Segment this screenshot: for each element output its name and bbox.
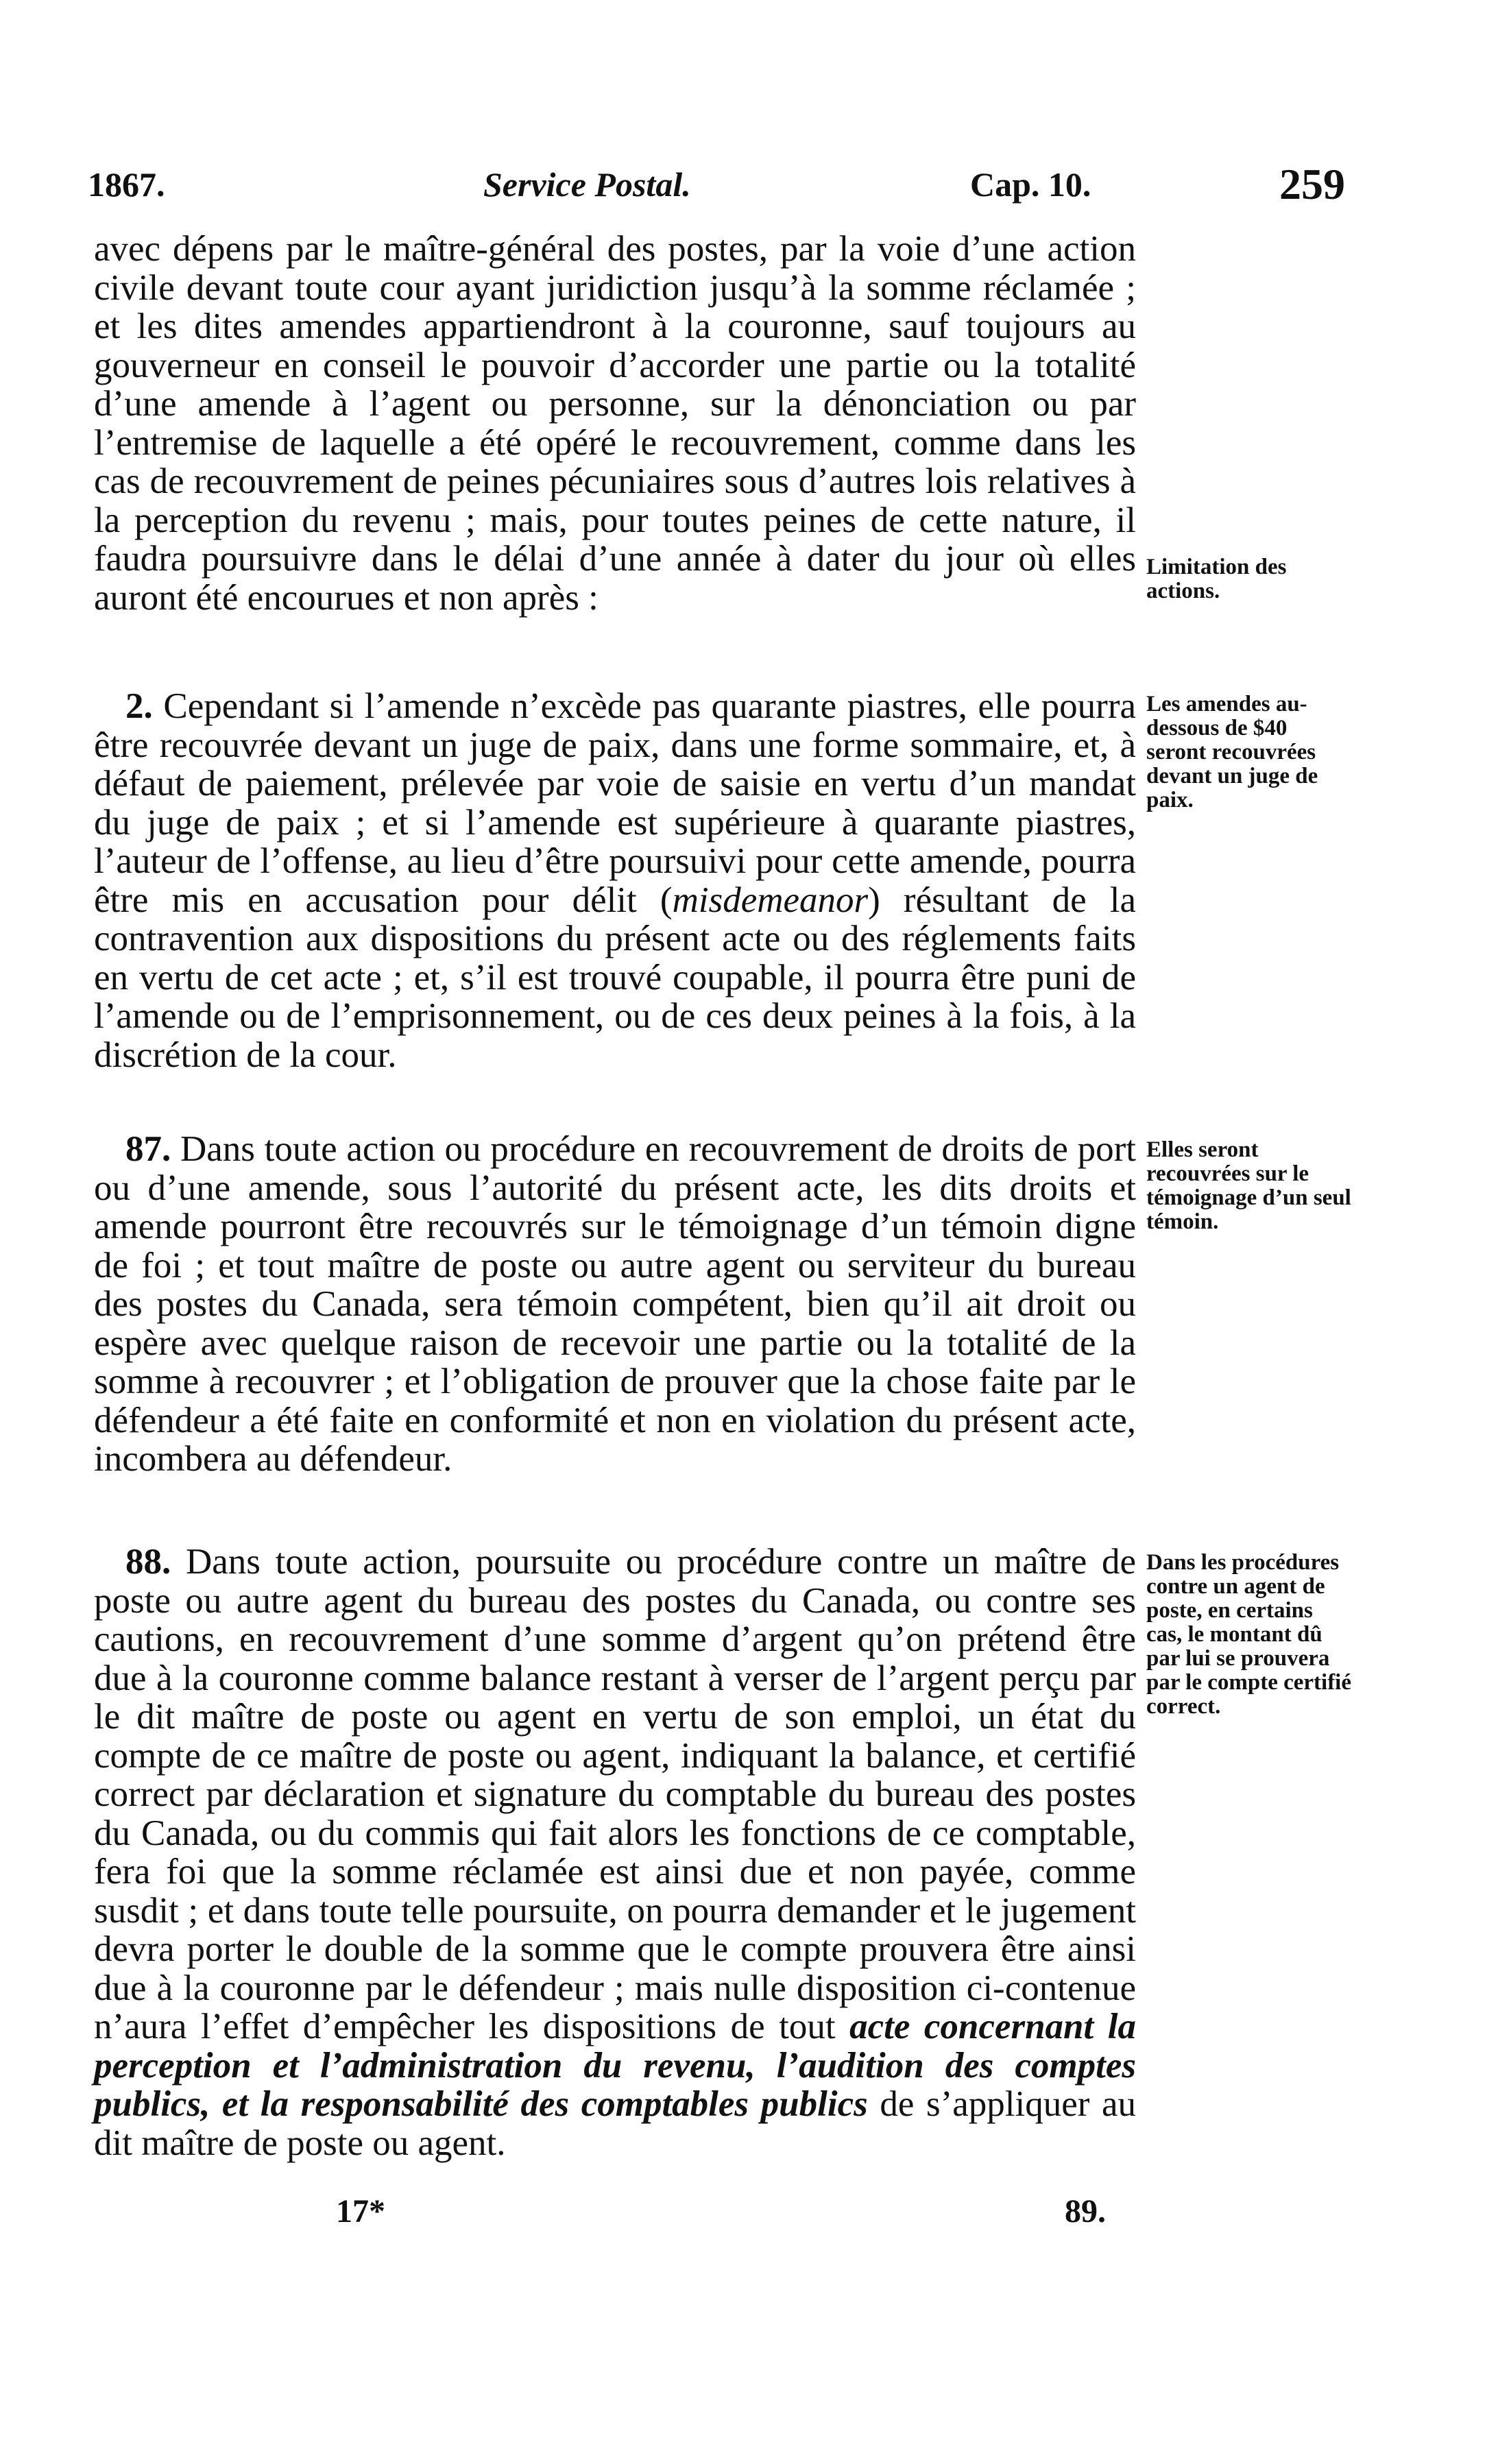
- section-88-italic: acte concernant la perception et l’administration du revenu, l’audition des comptes publics, et la responsabilité des comptables publics: [94, 2007, 1136, 2124]
- margin-note-procedures: Dans les procédures contre un agent de poste, en certains cas, le montant dû par lui se prouvera par le compte certifié correct.: [1146, 1550, 1351, 1719]
- section-88-number: 88.: [125, 1542, 171, 1582]
- header-year: 1867.: [88, 165, 165, 204]
- section-87-number: 87.: [125, 1129, 171, 1169]
- margin-note-temoin: Elles seront recouvrées sur le témoignage d’un seul témoin.: [1146, 1137, 1351, 1234]
- paragraph-2-text-b: ) résultant de la contravention aux dispositions du présent acte ou des réglements faits en vertu de cet acte ; et, s’il est trouvé coupable, il pourra être puni de l’amende ou de l’emprisonnement, ou de ces deux peines à la fois, à la discrétion de la cour.: [94, 880, 1136, 1075]
- section-87: [94, 1130, 1136, 1479]
- paragraph-1-text: avec dépens par le maître-général des postes, par la voie d’une action civile devant toute cour ayant juridiction jusqu’à la somme réclamée ; et les dites amendes appartiendront à la couronne, sauf toujours au gouverneur en conseil le pouvoir d’accorder une partie ou la totalité d’une amende à l’agent ou personne, sur la dénonciation ou par l’entremise de laquelle a été opéré le recouvrement, comme dans les cas de recouvrement de peines pécuniaires sous d’autres lois relatives à la perception du revenu ; mais, pour toutes peines de cette nature, il faudra poursuivre dans le délai d’une année à dater du jour où elles auront été encourues et non après :: [94, 229, 1136, 618]
- next-section-catchword: 89.: [1065, 2193, 1106, 2230]
- header-chapter: Cap. 10.: [970, 165, 1091, 204]
- signature-mark: 17*: [336, 2193, 385, 2230]
- paragraph-continuation: [94, 230, 1136, 617]
- paragraph-subsection-2: [94, 687, 1136, 1074]
- section-87-text: Dans toute action ou procédure en recouvrement de droits de port ou d’une amende, sous l’autorité du présent acte, les dits droits et amende pourront être recouvrés sur le témoignage d’un témoin digne de foi ; et tout maître de poste ou autre agent ou serviteur du bureau des postes du Canada, sera témoin compétent, bien qu’il ait droit ou espère avec quelque raison de recevoir une partie ou la totalité de la somme à recouvrer ; et l’obligation de prouver que la chose faite par le défendeur a été faite en conformité et non en violation du présent acte, incombera au défendeur.: [94, 1129, 1136, 1479]
- section-88: [94, 1543, 1136, 2162]
- header-title: Service Postal.: [483, 165, 691, 204]
- subsection-number: 2.: [125, 686, 153, 726]
- section-88-text-b: de s’appliquer au dit maître de poste ou agent.: [94, 2084, 1136, 2163]
- paragraph-2-italic: misdemeanor: [672, 880, 869, 920]
- page-number: 259: [1279, 160, 1345, 208]
- margin-note-amendes: Les amendes au-dessous de $40 seront recouvrées devant un juge de paix.: [1146, 692, 1318, 812]
- section-88-text-a: Dans toute action, poursuite ou procédure contre un maître de poste ou autre agent du bureau des postes du Canada, ou contre ses cautions, en recouvrement d’une somme d’argent qu’on prétend être due à la couronne comme balance restant à verser de l’argent perçu par le dit maître de poste ou agent en vertu de son emploi, un état du compte de ce maître de poste ou agent, indiquant la balance, et certifié correct par déclaration et signature du comptable du bureau des postes du Canada, ou du commis qui fait alors les fonctions de ce comptable, fera foi que la somme réclamée est ainsi due et non payée, comme susdit ; et dans toute telle poursuite, on pourra demander et le jugement devra porter le double de la somme que le compte prouvera être ainsi due à la couronne par le défendeur ; mais nulle disposition ci-contenue n’aura l’effet d’empêcher les dispositions de tout: [94, 1542, 1136, 2046]
- paragraph-2-text-a: Cependant si l’amende n’excède pas quarante piastres, elle pourra être recouvrée devant un juge de paix, dans une forme sommaire, et, à défaut de paiement, prélevée par voie de saisie en vertu d’un mandat du juge de paix ; et si l’amende est supérieure à quarante piastres, l’auteur de l’offense, au lieu d’être poursuivi pour cette amende, pourra être mis en accusation pour délit (: [94, 686, 1136, 920]
- margin-note-limitation: Limitation des actions.: [1146, 555, 1287, 603]
